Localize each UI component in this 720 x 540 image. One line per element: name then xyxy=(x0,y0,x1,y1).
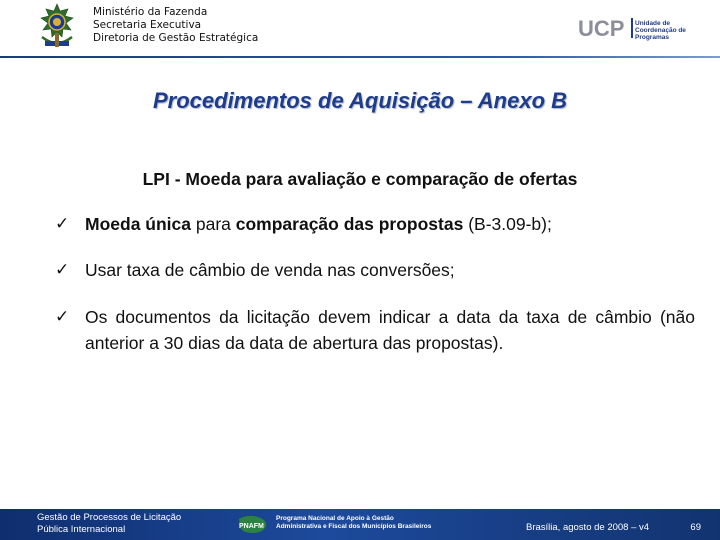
pnafm-logo-text: PNAFM xyxy=(239,523,264,530)
bullet-text: Os documentos da licitação devem indicar a data da taxa de câmbio (não anterior a 30 dias da data de abertura das propostas). xyxy=(85,307,695,353)
bullet-text: Usar taxa de câmbio de venda nas conversões; xyxy=(85,260,455,280)
ucp-tagline-3: Programas xyxy=(635,34,669,41)
footer-course-title xyxy=(37,512,181,536)
bullet-item xyxy=(55,211,695,237)
bullet-bold-text: comparação das propostas xyxy=(235,214,464,234)
brazil-coat-of-arms-icon xyxy=(36,3,78,51)
footer-line: Pública Internacional xyxy=(37,524,126,535)
pnafm-program-name xyxy=(276,515,431,531)
pnafm-logo xyxy=(236,513,270,535)
footer-date: Brasília, agosto de 2008 – v4 xyxy=(526,522,650,533)
check-icon: ✓ xyxy=(55,307,70,327)
bullet-item xyxy=(55,257,695,283)
footer-bar xyxy=(0,509,720,540)
ucp-tagline-2: Coordenação de xyxy=(635,27,686,34)
check-icon: ✓ xyxy=(55,214,70,234)
page-number: 69 xyxy=(690,522,701,533)
bullet-text: para xyxy=(191,214,236,234)
header-divider xyxy=(0,56,720,58)
bullet-text: (B-3.09-b); xyxy=(463,214,552,234)
ministry-header xyxy=(93,6,258,45)
directorate-line: Diretoria de Gestão Estratégica xyxy=(93,32,259,44)
slide-subtitle: LPI - Moeda para avaliação e comparação de ofertas xyxy=(142,169,578,189)
bullet-item xyxy=(55,304,695,356)
bullet-bold-text: Moeda única xyxy=(85,214,191,234)
pnafm-line: Administrativa e Fiscal dos Municípios Brasileiros xyxy=(276,523,432,530)
secretariat-line: Secretaria Executiva xyxy=(93,19,202,31)
ucp-logo xyxy=(578,14,688,44)
ucp-logo-text: UCP xyxy=(578,16,625,41)
ministry-line: Ministério da Fazenda xyxy=(93,6,208,18)
check-icon: ✓ xyxy=(55,260,70,280)
slide-title: Procedimentos de Aquisição – Anexo B xyxy=(152,88,568,113)
pnafm-line: Programa Nacional de Apoio à Gestão xyxy=(276,515,394,522)
ucp-tagline-1: Unidade de xyxy=(635,20,671,27)
footer-line: Gestão de Processos de Licitação xyxy=(37,512,182,523)
